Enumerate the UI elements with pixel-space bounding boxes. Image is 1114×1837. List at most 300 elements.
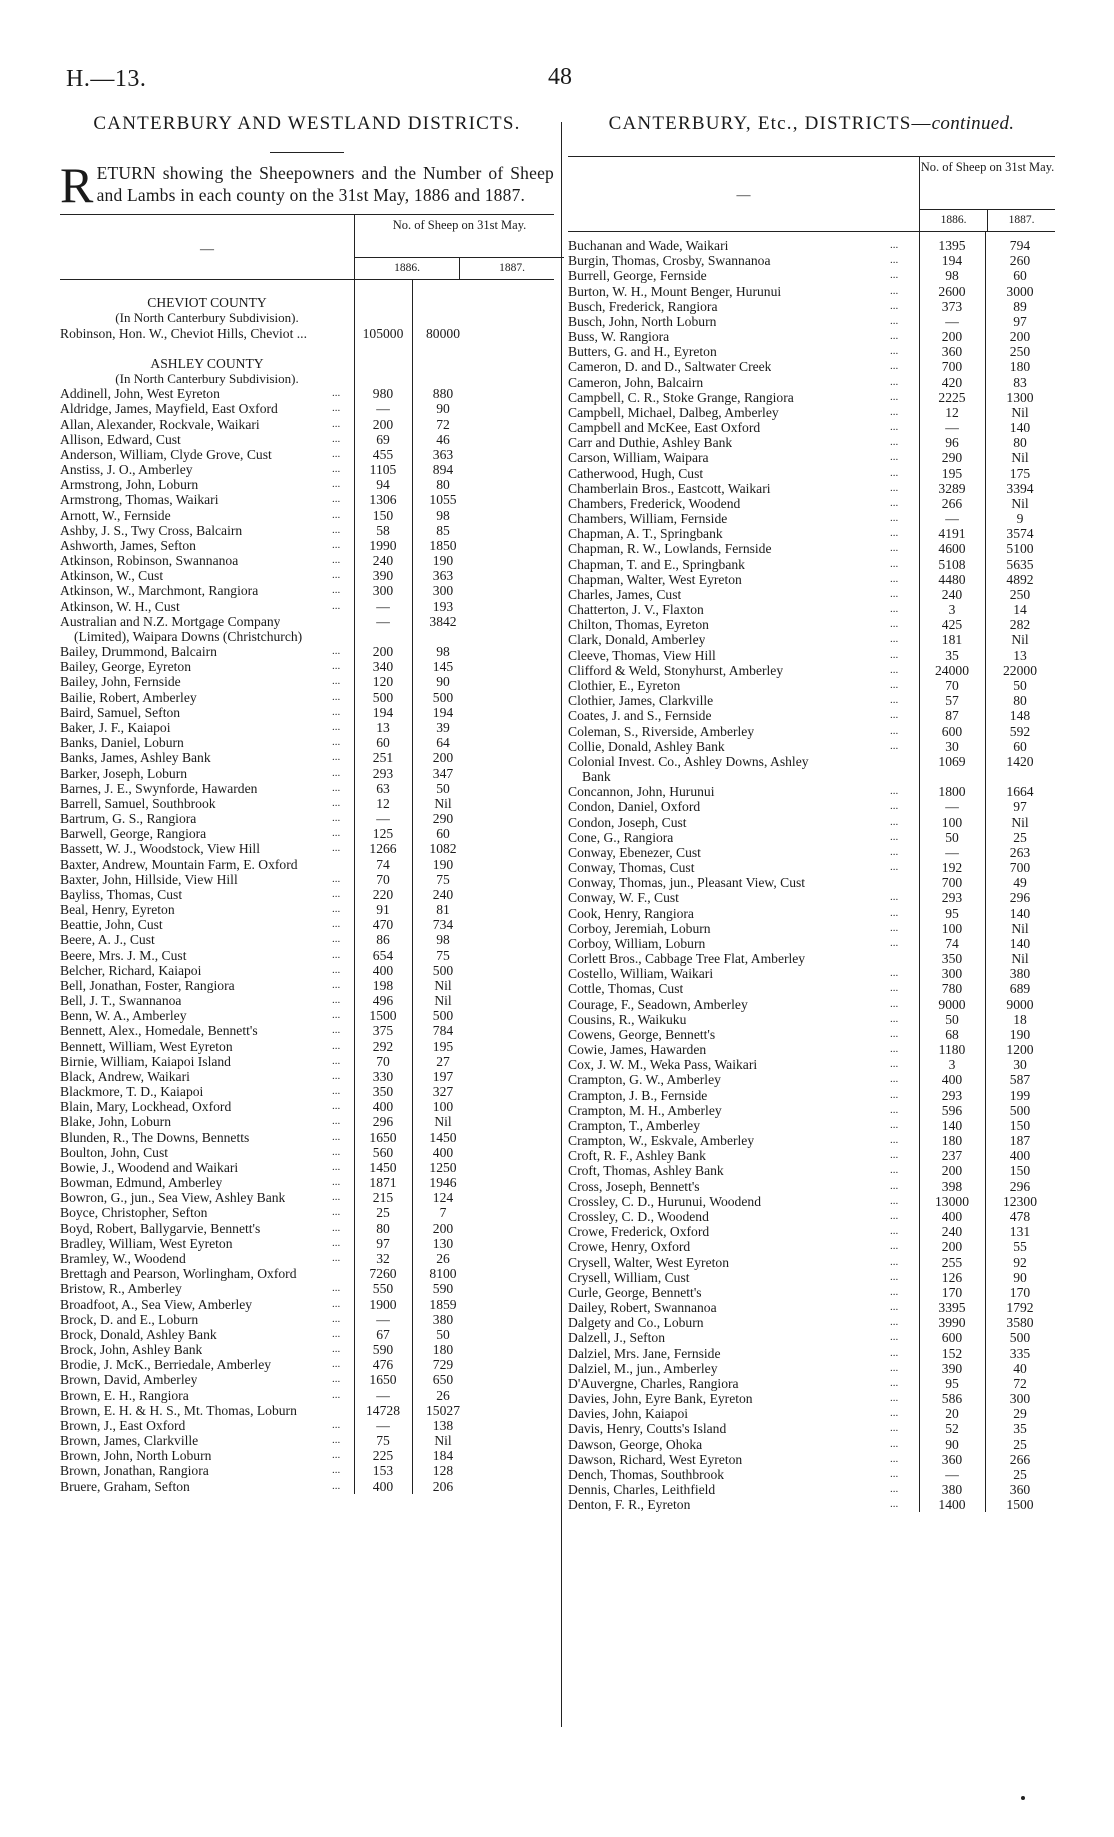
leader-dots: ...: [332, 1464, 341, 1477]
owner-name: Crossley, C. D., Woodend: [568, 1209, 709, 1224]
table-row: [60, 1479, 554, 1494]
owner-name: Clark, Donald, Amberley: [568, 632, 706, 648]
leader-dots: ...: [332, 1130, 341, 1143]
leader-dots: ...: [890, 1027, 899, 1040]
sheep-1886: —: [945, 511, 959, 527]
table-row: [60, 978, 554, 993]
sheep-1886: 87: [945, 708, 959, 724]
header-span-label: No. of Sheep on 31st May.: [920, 160, 1055, 174]
owner-name: Chamberlain Bros., Eastcott, Waikari: [568, 480, 771, 496]
sheep-1887: 193: [432, 598, 454, 614]
sheep-1887: 190: [432, 856, 454, 872]
sheep-1886: 75: [376, 1433, 390, 1449]
table-row: [60, 326, 554, 341]
owner-name: Burgin, Thomas, Crosby, Swannanoa: [568, 253, 771, 269]
owner-name: Baxter, Andrew, Mountain Farm, E. Oxford: [60, 856, 298, 872]
left-heading: CANTERBURY AND WESTLAND DISTRICTS.: [93, 113, 521, 134]
sheep-1887: 140: [1009, 935, 1031, 951]
table-row: [60, 1099, 554, 1114]
owner-name: Curle, George, Bennett's: [568, 1284, 702, 1300]
owner-name: Benn, W. A., Amberley: [60, 1008, 187, 1024]
sheep-1886: 251: [372, 750, 394, 766]
sheep-1886: 181: [941, 632, 963, 648]
sheep-1886: 220: [372, 886, 394, 902]
sheep-1887: 1450: [429, 1129, 457, 1145]
leader-dots: ...: [890, 815, 899, 828]
table-row: [60, 1433, 554, 1448]
sheep-1886: 97: [376, 1235, 390, 1251]
sheep-1886: 470: [372, 917, 394, 933]
table-row: [60, 1236, 554, 1251]
owner-name: D'Auvergne, Charles, Rangiora: [568, 1375, 739, 1391]
sheep-1886: 200: [941, 1163, 963, 1179]
owner-name: Blain, Mary, Lockhead, Oxford: [60, 1099, 232, 1115]
table-row: [568, 1391, 1055, 1406]
table-row: [568, 1482, 1055, 1497]
leader-dots: ...: [332, 690, 341, 703]
sheep-1886: 140: [941, 1117, 963, 1133]
sheep-1886: 126: [941, 1269, 963, 1285]
owner-name: Allison, Edward, Cust: [60, 431, 181, 447]
sheep-1887: 240: [432, 886, 454, 902]
owner-name: Condon, Daniel, Oxford: [568, 799, 701, 815]
table-row: [60, 583, 554, 598]
sheep-1887: 3394: [1006, 480, 1034, 496]
owner-name: Corlett Bros., Cabbage Tree Flat, Amberley: [568, 951, 806, 967]
table-row: [568, 1103, 1055, 1118]
sheep-1887: 131: [1009, 1224, 1031, 1240]
leader-dots: ...: [332, 918, 341, 931]
table-row: [568, 936, 1055, 951]
table-row: [60, 644, 554, 659]
spacer: [60, 341, 554, 356]
table-row: [568, 1330, 1055, 1345]
table-row: [568, 617, 1055, 632]
sheep-1887: 60: [436, 826, 450, 842]
owner-name: Charles, James, Cust: [568, 586, 682, 602]
sheep-1886: 1450: [369, 1159, 397, 1175]
owner-name: Bassett, W. J., Woodstock, View Hill: [60, 841, 260, 857]
table-row: [60, 1342, 554, 1357]
sheep-1887: 300: [1009, 1391, 1031, 1407]
leader-dots: ...: [890, 709, 899, 722]
sheep-1886: —: [376, 1387, 390, 1403]
leader-dots: ...: [332, 569, 341, 582]
leader-dots: ...: [890, 1088, 899, 1101]
table-row: [60, 766, 554, 781]
sheep-1886: 390: [941, 1360, 963, 1376]
owner-name: Corboy, Jeremiah, Loburn: [568, 920, 711, 936]
leader-dots: ...: [332, 554, 341, 567]
table-row: [568, 1406, 1055, 1421]
table-row: [568, 1437, 1055, 1452]
owner-name: Burton, W. H., Mount Benger, Hurunui: [568, 283, 782, 299]
leader-dots: ...: [332, 1039, 341, 1052]
table-row: [568, 1209, 1055, 1224]
header-years: [920, 209, 1055, 231]
leader-dots: ...: [332, 675, 341, 688]
table-row: [568, 359, 1055, 374]
sheep-1887: 794: [1009, 238, 1031, 253]
sheep-1886: 360: [941, 1451, 963, 1467]
sheep-1886: 476: [372, 1357, 394, 1373]
sheep-1886: 9000: [938, 996, 966, 1012]
leader-dots: ...: [890, 1164, 899, 1177]
table-row: [568, 739, 1055, 754]
sheep-1887: 9: [1016, 511, 1024, 527]
table-row: [60, 1084, 554, 1099]
table-row: [60, 857, 554, 872]
sheep-1887: 3574: [1006, 526, 1034, 542]
sheep-1887: 180: [1009, 359, 1031, 375]
owner-name: Coleman, S., Riverside, Amberley: [568, 723, 755, 739]
table-row: [60, 735, 554, 750]
drop-cap: R: [60, 157, 94, 213]
sheep-1887: 1250: [429, 1159, 457, 1175]
owner-name: Anstiss, J. O., Amberley: [60, 462, 193, 478]
sheep-1887: Nil: [1011, 404, 1029, 420]
sheep-1886: 373: [941, 298, 963, 314]
owner-name: Brock, John, Ashley Bank: [60, 1342, 203, 1358]
sheep-1887: 734: [432, 917, 454, 933]
table-row: [568, 1027, 1055, 1042]
county-subdivision: [60, 371, 554, 386]
leader-dots: ...: [890, 1301, 899, 1314]
table-row: [60, 401, 554, 416]
sheep-1887: 90: [436, 401, 450, 417]
sheep-1887: 500: [1009, 1102, 1031, 1118]
sheep-1886: 496: [372, 993, 394, 1009]
leader-dots: ...: [332, 887, 341, 900]
table-row: [568, 1467, 1055, 1482]
table-row: [60, 1251, 554, 1266]
sheep-1886: 1395: [938, 238, 966, 253]
owner-name: (Limited), Waipara Downs (Christchurch): [74, 628, 303, 644]
leader-dots: ...: [890, 1043, 899, 1056]
sheep-1887: 500: [432, 1008, 454, 1024]
owner-name: Bruere, Graham, Sefton: [60, 1478, 190, 1494]
sheep-1887: 190: [432, 553, 454, 569]
sheep-1887: 184: [432, 1448, 454, 1464]
sheep-1886: 1900: [369, 1296, 397, 1312]
sheep-1886: 70: [945, 677, 959, 693]
leader-dots: ...: [332, 1312, 341, 1325]
owner-name: Cottle, Thomas, Cust: [568, 981, 684, 997]
leader-dots: ...: [890, 982, 899, 995]
table-row: [60, 841, 554, 856]
sheep-1887: 50: [436, 780, 450, 796]
table-row: [568, 997, 1055, 1012]
sheep-1886: 5108: [938, 556, 966, 572]
sheep-1887: 1082: [429, 841, 457, 857]
table-row: [568, 784, 1055, 799]
sheep-1886: 200: [941, 329, 963, 345]
sheep-1886: 100: [941, 814, 963, 830]
owner-name: Bayliss, Thomas, Cust: [60, 886, 183, 902]
sheep-1887: 206: [432, 1478, 454, 1494]
leader-dots: ...: [332, 872, 341, 885]
sheep-1886: 25: [376, 1205, 390, 1221]
table-row: [60, 963, 554, 978]
owner-name: Cone, G., Rangiora: [568, 829, 674, 845]
sheep-1887: 400: [432, 1144, 454, 1160]
header-dash: —: [736, 188, 751, 204]
sheep-1886: 3395: [938, 1300, 966, 1316]
sheep-1887: 347: [432, 765, 454, 781]
sheep-1887: 100: [432, 1099, 454, 1115]
leader-dots: ...: [890, 1194, 899, 1207]
leader-dots: ...: [890, 254, 899, 267]
sheep-1886: —: [376, 1311, 390, 1327]
sheep-1887: 250: [1009, 586, 1031, 602]
sheep-1887: 26: [436, 1251, 450, 1266]
table-row: [568, 420, 1055, 435]
sheep-1886: 350: [941, 951, 963, 967]
sheep-1886: 1306: [369, 492, 397, 508]
sheep-1887: 1200: [1006, 1042, 1034, 1058]
leader-dots: ...: [332, 1252, 341, 1264]
table-row: [568, 1118, 1055, 1133]
sheep-1886: 425: [941, 617, 963, 633]
owner-name: Chapman, Walter, West Eyreton: [568, 571, 742, 587]
sheep-1887: 587: [1009, 1072, 1031, 1088]
sheep-1886: 70: [376, 871, 390, 887]
leader-dots: ...: [890, 1210, 899, 1222]
sheep-1886: 13: [376, 719, 390, 735]
leader-dots: ...: [890, 360, 899, 373]
owner-name: Beere, A. J., Cust: [60, 932, 155, 948]
owner-name: Bailey, John, Fernside: [60, 674, 181, 690]
owner-name: Campbell and McKee, East Oxford: [568, 420, 761, 436]
leader-dots: ...: [890, 921, 899, 934]
sheep-1887: 300: [432, 583, 454, 599]
leader-dots: ...: [890, 436, 899, 449]
owner-name: Dawson, Richard, West Eyreton: [568, 1451, 743, 1467]
leader-dots: ...: [332, 538, 341, 551]
owner-name: Cameron, D. and D., Saltwater Creek: [568, 359, 772, 375]
leader-dots: ...: [332, 1191, 341, 1204]
leader-dots: ...: [332, 705, 341, 718]
sheep-1887: 195: [432, 1038, 454, 1054]
sheep-1886: 700: [941, 875, 963, 891]
owner-name: Aldridge, James, Mayfield, East Oxford: [60, 401, 278, 417]
sheep-1887: 75: [436, 871, 450, 887]
sheep-1887: Nil: [434, 993, 452, 1009]
sheep-1886: 35: [945, 647, 959, 663]
sheep-1886: 14728: [366, 1402, 400, 1418]
sheep-1887: 700: [1009, 860, 1031, 876]
sheep-1887: 72: [436, 416, 450, 432]
leader-dots: ...: [332, 796, 341, 809]
sheep-1887: 26: [436, 1387, 450, 1403]
sheep-1886: 398: [941, 1178, 963, 1194]
owner-name: Baxter, John, Hillside, View Hill: [60, 871, 238, 887]
table-row: [568, 587, 1055, 602]
sheep-1887: 14: [1013, 602, 1027, 618]
sheep-1886: 1400: [938, 1497, 966, 1513]
leader-dots: ...: [332, 1343, 341, 1356]
table-row: [60, 1372, 554, 1387]
sheep-1886: 86: [376, 932, 390, 948]
owner-name: Condon, Joseph, Cust: [568, 814, 687, 830]
owner-name: Allan, Alexander, Rockvale, Waikari: [60, 416, 260, 432]
sheep-1887: 90: [1013, 1269, 1027, 1285]
leader-dots: ...: [890, 1422, 899, 1435]
table-row: [568, 557, 1055, 572]
table-row: [60, 508, 554, 523]
sheep-1887: 25: [1013, 829, 1027, 845]
owner-name: Bailey, Drummond, Balcairn: [60, 644, 217, 660]
sheep-1886: 58: [376, 522, 390, 538]
owner-name: Blackmore, T. D., Kaiapoi: [60, 1084, 204, 1100]
sheep-1887: 1055: [429, 492, 457, 508]
sheep-1886: 7260: [369, 1266, 397, 1282]
sheep-1887: 92: [1013, 1254, 1027, 1270]
owner-name: Banks, Daniel, Loburn: [60, 735, 184, 751]
owner-name: Black, Andrew, Waikari: [60, 1068, 190, 1084]
owner-name: Campbell, Michael, Dalbeg, Amberley: [568, 404, 779, 420]
sheep-1887: 175: [1009, 465, 1031, 481]
sheep-1886: 170: [941, 1284, 963, 1300]
sheep-1887: 22000: [1003, 662, 1037, 678]
sheep-1886: 380: [941, 1482, 963, 1498]
table-row: [568, 1012, 1055, 1027]
sheep-1887: 266: [1009, 1451, 1031, 1467]
leader-dots: ...: [890, 1073, 899, 1086]
sheep-1886: 240: [941, 1224, 963, 1240]
owner-name: Davies, John, Eyre Bank, Eyreton: [568, 1391, 753, 1407]
owner-name: Conway, Thomas, Cust: [568, 860, 695, 876]
leader-dots: ...: [890, 906, 899, 919]
leader-dots: ...: [890, 1467, 899, 1480]
table-row: [60, 826, 554, 841]
sheep-1886: 400: [372, 1099, 394, 1115]
owner-name: Barker, Joseph, Loburn: [60, 765, 188, 781]
sheep-1887: 50: [1013, 677, 1027, 693]
leader-dots: ...: [890, 1346, 899, 1359]
table-row: [60, 538, 554, 553]
owner-name: Chapman, T. and E., Springbank: [568, 556, 745, 572]
table-row: [60, 447, 554, 462]
leader-dots: ...: [890, 830, 899, 843]
sheep-1887: 13: [1013, 647, 1027, 663]
sheep-1886: 20: [945, 1406, 959, 1422]
owner-name: Bennett, Alex., Homedale, Bennett's: [60, 1023, 258, 1039]
leader-dots: ...: [890, 739, 899, 752]
sheep-1886: 60: [376, 735, 390, 751]
leader-dots: ...: [890, 375, 899, 388]
table-row: [568, 1042, 1055, 1057]
leader-dots: ...: [890, 1149, 899, 1162]
leader-dots: ...: [890, 572, 899, 585]
header-span: [919, 157, 1055, 231]
sheep-1887: 290: [432, 811, 454, 827]
sheep-1887: 49: [1013, 875, 1027, 891]
owner-name: Buchanan and Wade, Waikari: [568, 238, 729, 253]
table-row: [60, 568, 554, 583]
owner-name: Butters, G. and H., Eyreton: [568, 344, 717, 360]
sheep-1887: 260: [1009, 253, 1031, 269]
owner-name: Bailie, Robert, Amberley: [60, 689, 197, 705]
sheep-1887: 380: [1009, 966, 1031, 982]
header-years: [355, 257, 564, 279]
table-row: [60, 948, 554, 963]
owner-name: Boyce, Christopher, Sefton: [60, 1205, 208, 1221]
leader-dots: ...: [890, 1285, 899, 1298]
owner-name: Dawson, George, Ohoka: [568, 1436, 703, 1452]
leader-dots: ...: [332, 1236, 341, 1249]
sheep-1887: 1859: [429, 1296, 457, 1312]
table-row: [60, 1114, 554, 1129]
table-row: [60, 1145, 554, 1160]
owner-name: Dalgety and Co., Loburn: [568, 1315, 704, 1331]
sheep-1886: 296: [372, 1114, 394, 1130]
leader-dots: ...: [332, 781, 341, 794]
sheep-1886: 90: [945, 1436, 959, 1452]
leader-dots: ...: [332, 1327, 341, 1340]
column-line-1887: [412, 280, 413, 1494]
owner-name: Bowie, J., Woodend and Waikari: [60, 1159, 239, 1175]
sheep-1887: 145: [432, 659, 454, 675]
sheep-1887: 55: [1013, 1239, 1027, 1255]
leader-dots: ...: [890, 1376, 899, 1389]
owner-name: Arnott, W., Fernside: [60, 507, 171, 523]
sheep-1887: 1500: [1006, 1497, 1034, 1513]
table-row: [568, 1163, 1055, 1178]
sheep-1887: 4892: [1006, 571, 1034, 587]
owner-name: Buss, W. Rangiora: [568, 329, 670, 345]
leader-dots: ...: [890, 284, 899, 297]
owner-name: Ashby, J. S., Twy Cross, Balcairn: [60, 522, 243, 538]
leader-dots: ...: [332, 1145, 341, 1158]
table-row: [568, 951, 1055, 966]
leader-dots: ...: [890, 269, 899, 282]
owner-name: Crysell, Walter, West Eyreton: [568, 1254, 729, 1270]
owner-name: Anderson, William, Clyde Grove, Cust: [60, 446, 272, 462]
table-row: [568, 284, 1055, 299]
owner-name: Brettagh and Pearson, Worlingham, Oxford: [60, 1266, 297, 1282]
leader-dots: ...: [890, 512, 899, 525]
table-row: [568, 1224, 1055, 1239]
sheep-1887: 187: [1009, 1133, 1031, 1149]
sheep-1886: 74: [945, 935, 959, 951]
owner-name: Australian and N.Z. Mortgage Company: [60, 613, 281, 629]
leader-dots: ...: [332, 736, 341, 749]
owner-name: Barnes, J. E., Swynforde, Hawarden: [60, 780, 258, 796]
sheep-1887: 200: [432, 1220, 454, 1236]
sheep-1887: 60: [1013, 268, 1027, 284]
header-year-1886: 1886.: [940, 214, 967, 226]
leader-dots: ...: [332, 1373, 341, 1386]
leader-dots: ...: [332, 1358, 341, 1371]
leader-dots: ...: [332, 766, 341, 779]
owner-name: Armstrong, John, Loburn: [60, 477, 199, 493]
sheep-1887: Nil: [1011, 920, 1029, 936]
leader-dots: ...: [332, 1449, 341, 1462]
sheep-1886: 50: [945, 829, 959, 845]
right-heading: [568, 110, 1055, 138]
sheep-1886: 68: [945, 1026, 959, 1042]
owner-name: Conway, W. F., Cust: [568, 890, 679, 906]
ink-dot: [1021, 1796, 1025, 1800]
table-row: [568, 541, 1055, 556]
table-row: [60, 432, 554, 447]
sheep-1886: 654: [372, 947, 394, 963]
table-row: [568, 238, 1055, 253]
sheep-1886: 1266: [369, 841, 397, 857]
leader-dots: ...: [890, 648, 899, 661]
table-row: [568, 602, 1055, 617]
